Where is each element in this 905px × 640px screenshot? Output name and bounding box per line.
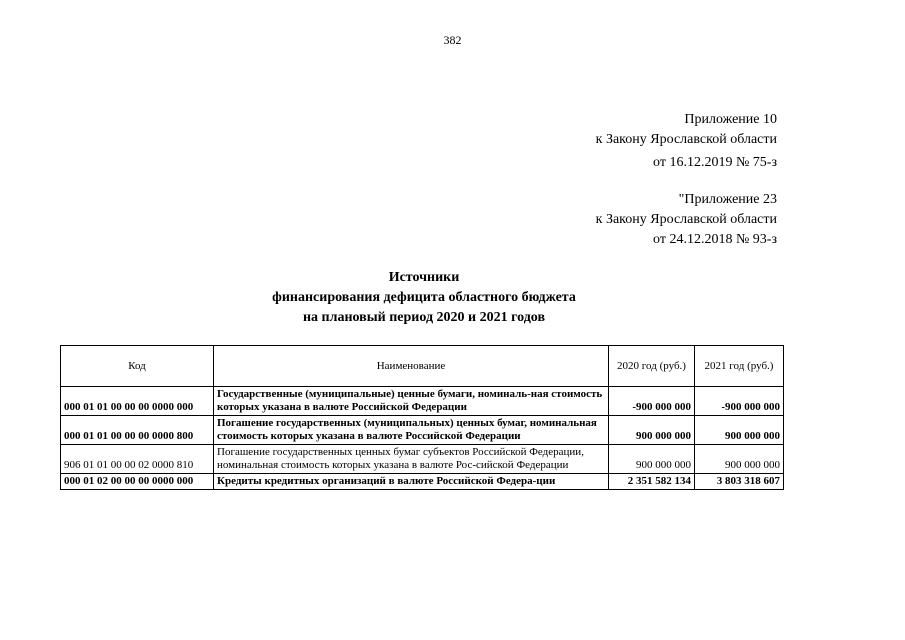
row-code: 000 01 02 00 00 00 0000 000 [61,474,214,490]
appendix-original-title: "Приложение 23 [678,192,777,207]
financing-sources-table [60,345,784,490]
row-value-2020: 900 000 000 [609,416,695,445]
appendix-original-date: от 24.12.2018 № 93-з [653,232,777,247]
row-value-2021: 900 000 000 [695,445,784,474]
title-line-1: Источники [388,270,460,285]
row-value-2020: 2 351 582 134 [609,474,695,490]
row-name: Погашение государственных (муниципальных) ценных бумаг, номинальная стоимость которых указана в валюте Российской Федерации [214,416,609,445]
table-row [61,387,784,416]
row-code: 000 01 01 00 00 00 0000 000 [61,387,214,416]
row-code: 906 01 01 00 00 02 0000 810 [61,445,214,474]
row-name: Государственные (муниципальные) ценные бумаги, номиналь-ная стоимость которых указана в валюте Российской Федерации [214,387,609,416]
title-line-2: финансирования дефицита областного бюджета [272,290,576,305]
row-value-2021: 900 000 000 [695,416,784,445]
header-2021: 2021 год (руб.) [695,346,784,387]
row-value-2020: 900 000 000 [609,445,695,474]
title-line-3: на плановый период 2020 и 2021 годов [302,310,546,325]
row-value-2021: 3 803 318 607 [695,474,784,490]
appendix-current-date: от 16.12.2019 № 75-з [653,155,777,170]
appendix-original-law: к Закону Ярославской области [595,212,777,227]
header-code: Код [61,346,214,387]
table-row [61,445,784,474]
table-row [61,416,784,445]
table-header-row [61,346,784,387]
row-name: Кредиты кредитных организаций в валюте Российской Федера-ции [214,474,609,490]
row-name: Погашение государственных ценных бумаг субъектов Российской Федерации, номинальная стоимость которых указана в валюте Рос-сийской Федерации [214,445,609,474]
row-value-2021: -900 000 000 [695,387,784,416]
header-2020: 2020 год (руб.) [609,346,695,387]
row-code: 000 01 01 00 00 00 0000 800 [61,416,214,445]
header-name: Наименование [214,346,609,387]
appendix-current-law: к Закону Ярославской области [595,132,777,147]
appendix-current-title: Приложение 10 [684,112,777,127]
document-title [0,268,848,328]
page-number: 382 [443,33,462,47]
appendix-original-header [596,190,777,250]
appendix-current-header [596,110,777,173]
row-value-2020: -900 000 000 [609,387,695,416]
table-row [61,474,784,490]
